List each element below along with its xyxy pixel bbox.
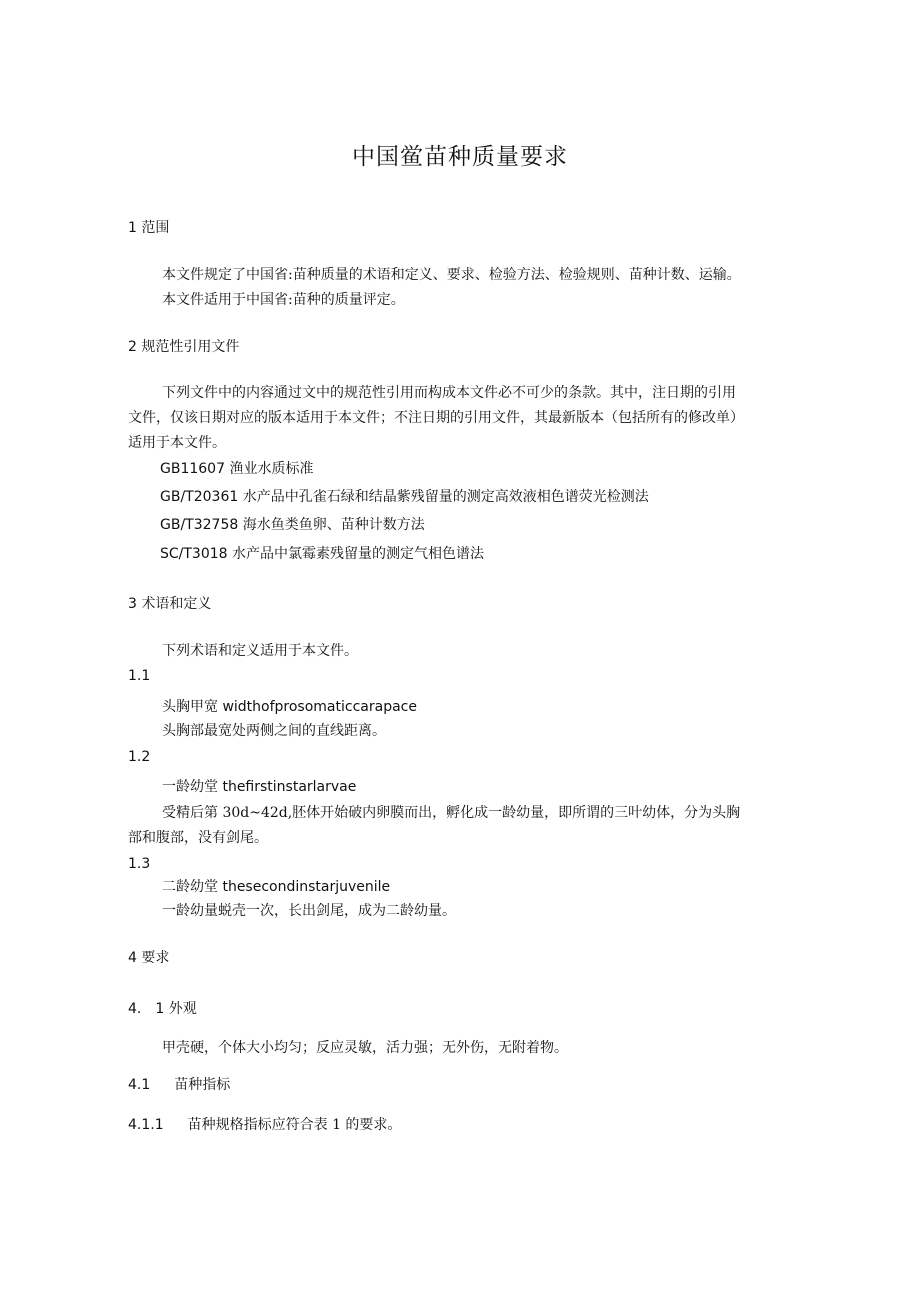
subsection-4-1-heading xyxy=(128,997,197,1021)
clause-4-1-1 xyxy=(128,1113,401,1137)
section-2-intro-line-3: 适用于本文件。 xyxy=(128,435,226,451)
subsection-title: 苗种指标 xyxy=(174,1077,231,1093)
reference-item xyxy=(160,485,649,509)
term-1-number: 1.1 xyxy=(128,668,151,684)
term-3-name-cn: 二龄幼堂 xyxy=(162,879,218,895)
reference-code: GB/T32758 xyxy=(160,517,239,533)
document-title: 中国鲎苗种质量要求 xyxy=(352,144,568,170)
reference-item xyxy=(160,542,484,566)
reference-name: 水产品中孔雀石绿和结晶紫残留量的测定高效液相色谱荧光检测法 xyxy=(242,489,649,505)
term-2-definition-line-1: 受精后第 30d~42d,胚体开始破内卵膜而出，孵化成一龄幼量，即所谓的三叶幼体，分为头胸 xyxy=(162,805,741,821)
term-3-name-en: thesecondinstarjuvenile xyxy=(222,879,391,895)
term-1-name-en: widthofprosomaticcarapace xyxy=(222,699,417,715)
reference-code: GB11607 xyxy=(160,461,225,477)
section-3-intro: 下列术语和定义适用于本文件。 xyxy=(162,643,358,659)
section-1-heading: 1 范围 xyxy=(128,220,170,236)
term-2-number: 1.2 xyxy=(128,749,151,765)
term-1-name-cn: 头胸甲宽 xyxy=(162,699,218,715)
term-2-definition-line-2: 部和腹部，没有剑尾。 xyxy=(128,830,268,846)
term-2-name-cn: 一龄幼堂 xyxy=(162,779,218,795)
reference-item xyxy=(160,513,425,537)
term-1-name xyxy=(162,695,417,719)
appearance-text: 甲壳硬，个体大小均匀；反应灵敏，活力强；无外伤，无附着物。 xyxy=(162,1040,568,1056)
reference-item xyxy=(160,457,313,481)
term-3-name xyxy=(162,875,390,899)
section-1-paragraph-1: 本文件规定了中国省:苗种质量的术语和定义、要求、检验方法、检验规则、苗种计数、运输。 xyxy=(162,267,741,283)
reference-name: 水产品中氯霉素残留量的测定气相色谱法 xyxy=(232,546,485,562)
clause-text: 苗种规格指标应符合表 1 的要求。 xyxy=(187,1117,402,1133)
reference-name: 渔业水质标准 xyxy=(229,461,314,477)
clause-number: 4.1.1 xyxy=(128,1117,164,1133)
subsection-title: 1 外观 xyxy=(155,1001,197,1017)
section-1-paragraph-2: 本文件适用于中国省:苗种的质量评定。 xyxy=(162,292,405,308)
term-3-number: 1.3 xyxy=(128,856,151,872)
section-2-heading: 2 规范性引用文件 xyxy=(128,339,240,355)
term-2-name xyxy=(162,775,356,799)
term-3-definition: 一龄幼量蜕壳一次，长出剑尾，成为二龄幼量。 xyxy=(162,903,456,919)
reference-code: SC/T3018 xyxy=(160,546,228,562)
reference-name: 海水鱼类鱼卵、苗种计数方法 xyxy=(242,517,425,533)
section-2-intro-line-2: 文件，仅该日期对应的版本适用于本文件；不注日期的引用文件，其最新版本（包括所有的修改单） xyxy=(128,410,744,426)
reference-code: GB/T20361 xyxy=(160,489,239,505)
subsection-4-1-indicators-heading xyxy=(128,1073,230,1097)
section-2-intro-line-1: 下列文件中的内容通过文中的规范性引用而构成本文件必不可少的条款。其中，注日期的引用 xyxy=(162,385,736,401)
subsection-number: 4.1 xyxy=(128,1077,151,1093)
section-3-heading: 3 术语和定义 xyxy=(128,596,212,612)
term-1-definition: 头胸部最宽处两侧之间的直线距离。 xyxy=(162,723,386,739)
section-4-heading: 4 要求 xyxy=(128,950,170,966)
subsection-number: 4. xyxy=(128,1001,142,1017)
term-2-name-en: thefirstinstarlarvae xyxy=(222,779,357,795)
